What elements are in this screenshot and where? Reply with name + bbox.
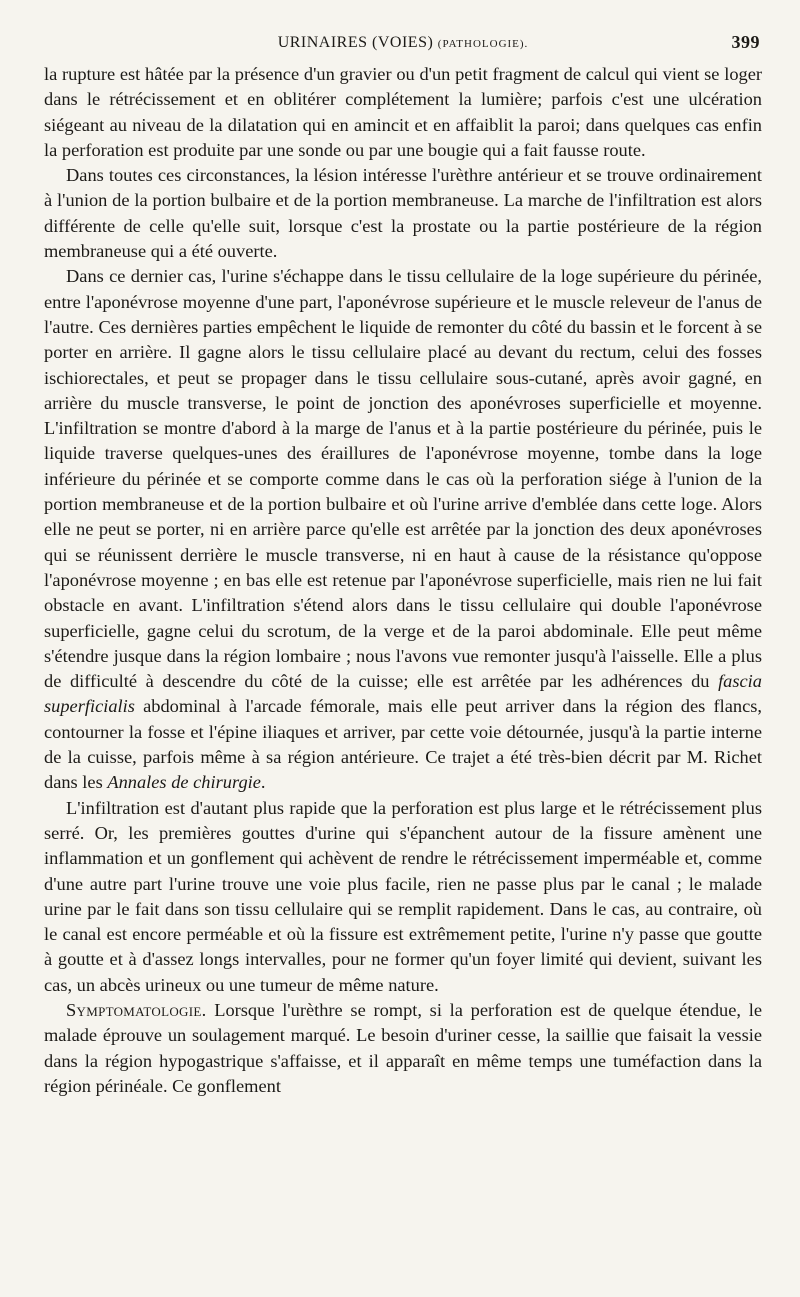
- paragraph: [44, 62, 762, 163]
- italic-text: Annales de chirurgie: [107, 772, 261, 793]
- paragraph: [44, 264, 762, 795]
- section-heading: Symptomatologie.: [66, 999, 207, 1020]
- paragraph-text: Dans ce dernier cas, l'urine s'échappe dans le tissu cellulaire de la loge supérieure du périnée, entre l'aponévrose moyenne d'une part, l'aponévrose supérieure et le muscle releveur de l'anus de l'autre. Ces dernières parties empêchent le liquide de remonter du côté du bassin et le forcent à se porter en arrière. Il gagne alors le tissu cellulaire placé au devant du rectum, celui des fosses ischiorectales, et peut se propager dans le tissu cellulaire sous-cutané, après avoir gagné, en arrière du muscle transverse, le point de jonction des aponévroses superficielle et moyenne. L'infiltration se montre d'abord à la marge de l'anus et à la partie postérieure du périnée, puis le liquide traverse quelques-unes des éraillures de l'aponévrose moyenne, tombe dans la loge inférieure du périnée et se comporte comme dans le cas où la perforation siége à l'union de la portion membraneuse et de la portion bulbaire et où l'urine arrive d'emblée dans cette loge. Alors elle ne peut se porter, ni en arrière parce qu'elle est arrêtée par la jonction des deux aponévroses qui se réunissent derrière le muscle transverse, ni en haut à cause de la résistance qu'oppose l'aponévrose moyenne ; en bas elle est retenue par l'aponévrose superficielle, mais rien ne lui fait obstacle en avant. L'infiltration s'étend alors dans le tissu cellulaire qui double l'aponévrose superficielle, gagne celui du scrotum, de la verge et de la paroi abdominale. Elle peut même s'étendre jusque dans la région lombaire ; nous l'avons vue remonter jusqu'à l'aisselle. Elle a plus de difficulté à descendre du côté de la cuisse; elle est arrêtée par les adhérences du: [44, 266, 762, 692]
- paragraph-text: L'infiltration est d'autant plus rapide que la perforation est plus large et le rétrécissement plus serré. Or, les premières gouttes d'urine qui s'épanchent autour de la fissure amènent une inflammation et un gonflement qui achèvent de rendre le rétrécissement imperméable et, comme d'une autre part l'urine trouve une voie plus facile, rien ne passe plus par le canal ; le malade urine par le fait dans son tissu cellulaire qui se remplit rapidement. Dans le cas, au contraire, où le canal est encore perméable et où la fissure est extrêmement petite, l'urine n'y passe que goutte à goutte et à d'assez longs intervalles, pour ne former qu'un foyer limité qui devient, suivant les cas, un abcès urineux ou une tumeur de même nature.: [44, 797, 762, 995]
- paragraph: [44, 163, 762, 264]
- paragraph-text: .: [260, 772, 266, 793]
- body-text: [44, 62, 762, 1099]
- paragraph-text: Lorsque l'urèthre se rompt, si la perforation est de quelque étendue, le malade éprouve un soulagement marqué. Le besoin d'uriner cesse, la saillie que faisait la vessie dans la région hypogastrique s'affaisse, et il apparaît en même temps une tuméfaction dans la région périnéale. Ce gonflement: [44, 999, 762, 1096]
- running-title-sub: (PATHOLOGIE).: [437, 38, 529, 50]
- page-number: 399: [731, 32, 760, 52]
- paragraph-text: abdominal à l'arcade fémorale, mais elle peut arriver dans la région des flancs, contourner la fosse et l'épine iliaques et arriver, par cette voie détournée, jusqu'à la partie interne de la cuisse, parfois même à sa région antérieure. Ce trajet a été très-bien décrit par M. Richet dans les: [44, 696, 762, 793]
- italic-text: fascia superficialis: [44, 671, 762, 717]
- paragraph-text: la rupture est hâtée par la présence d'un gravier ou d'un petit fragment de calcul qui vient se loger dans le rétrécissement et en oblitérer complétement la lumière; parfois c'est une ulcération siégeant au niveau de la dilatation qui en amincit et en affaiblit la paroi; dans quelques cas enfin la perforation est produite par une sonde ou par une bougie qui a fait fausse route.: [44, 64, 762, 160]
- running-title-main: URINAIRES (VOIES): [277, 34, 434, 51]
- running-header: [44, 30, 762, 62]
- paragraph: [44, 796, 762, 998]
- running-title: [44, 34, 762, 52]
- paragraph-text: Dans toutes ces circonstances, la lésion intéresse l'urèthre antérieur et se trouve ordinairement à l'union de la portion bulbaire et de la portion membraneuse. La marche de l'infiltration est alors différente de celle qu'elle suit, lorsque c'est la prostate ou la partie postérieure de la région membraneuse qui a été ouverte.: [44, 165, 762, 262]
- paragraph: [44, 998, 762, 1099]
